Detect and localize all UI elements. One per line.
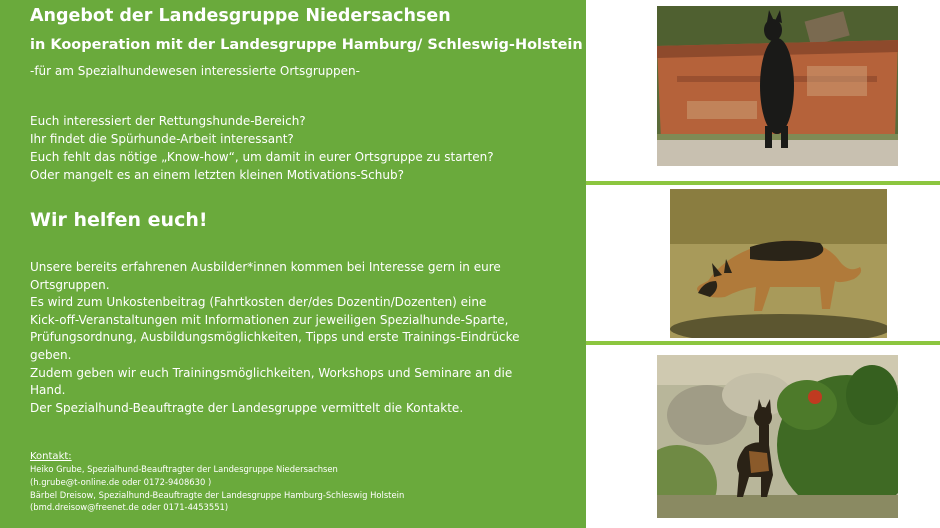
body-line: Zudem geben wir euch Trainingsmöglichkeiten, Workshops und Seminare an die [30, 365, 513, 380]
body-line: Prüfungsordnung, Ausbildungsmöglichkeiten, Tipps und erste Trainings-Eindrücke [30, 330, 520, 345]
body-line: Kick-off-Veranstaltungen mit Informationen zur jeweiligen Spezialhunde-Sparte, [30, 312, 509, 327]
question-line: Ihr findet die Spürhunde-Arbeit interessant? [30, 132, 294, 146]
offer-description [30, 259, 520, 417]
photo-dog-at-container [657, 6, 898, 166]
photo-dog-sniffing [670, 189, 887, 338]
target-audience-text: -für am Spezialhundewesen interessierte Ortsgruppen- [30, 64, 360, 78]
questions-block [30, 112, 494, 184]
contact-line[interactable]: (bmd.dreisow@freenet.de oder 0171-4453551) [30, 502, 229, 513]
body-line: Ortsgruppen. [30, 277, 110, 292]
contact-line: Bärbel Dreisow, Spezialhund-Beauftragte der Landesgruppe Hamburg-Schleswig Holstein [30, 489, 405, 500]
contact-label: Kontakt: [30, 451, 72, 462]
body-line: geben. [30, 347, 72, 362]
page-title: Angebot der Landesgruppe Niedersachsen [30, 6, 451, 26]
page-subtitle-cooperation: in Kooperation mit der Landesgruppe Hamburg/ Schleswig-Holstein [30, 37, 583, 53]
body-line: Hand. [30, 383, 66, 398]
contact-line[interactable]: (h.grube@t-online.de oder 0172-9408630 ) [30, 476, 212, 487]
contact-block [30, 450, 404, 514]
section-divider [586, 181, 940, 185]
body-line: Es wird zum Unkostenbeitrag (Fahrtkosten der/des Dozentin/Dozenten) eine [30, 295, 487, 310]
contact-line: Heiko Grube, Spezialhund-Beauftragter der Landesgruppe Niedersachsen [30, 464, 338, 474]
section-heading: Wir helfen euch! [30, 209, 208, 231]
question-line: Euch fehlt das nötige „Know-how“, um damit in eurer Ortsgruppe zu starten? [30, 150, 494, 164]
question-line: Euch interessiert der Rettungshunde-Bereich? [30, 114, 306, 128]
body-line: Unsere bereits erfahrenen Ausbilder*innen kommen bei Interesse gern in eure [30, 260, 501, 274]
question-line: Oder mangelt es an einem letzten kleinen Motivations-Schub? [30, 168, 404, 182]
photo-dog-in-bushes [657, 355, 898, 518]
section-divider [586, 341, 940, 345]
body-line: Der Spezialhund-Beauftragte der Landesgruppe vermittelt die Kontakte. [30, 400, 464, 415]
